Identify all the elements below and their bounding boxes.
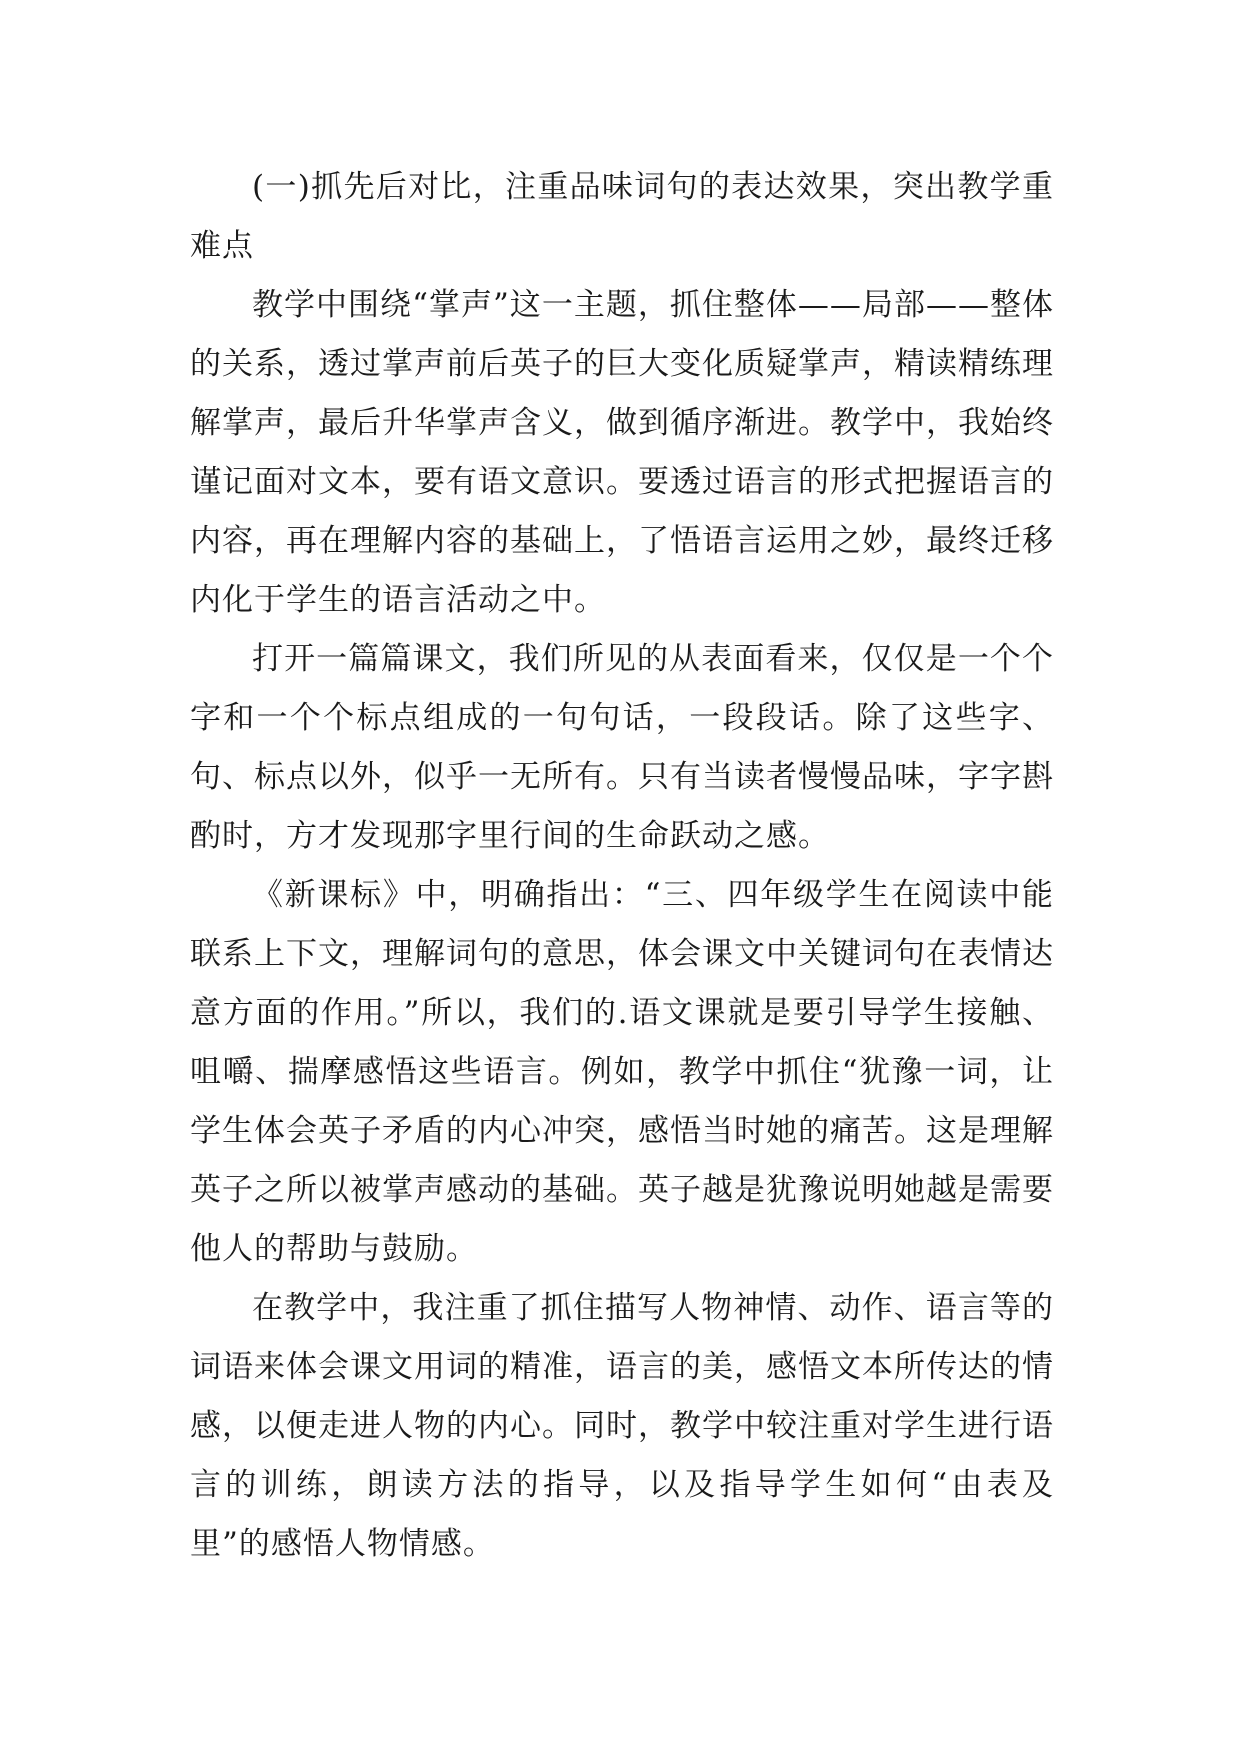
paragraph: 《新课标》中，明确指出：“三、四年级学生在阅读中能联系上下文，理解词句的意思，体会课文中关键词句在表情达意方面的作用。”所以，我们的.语文课就是要引导学生接触、咀嚼、揣摩感悟这些语言。例如，教学中抓住“犹豫一词，让学生体会英子矛盾的内心冲突，感悟当时她的痛苦。这是理解英子之所以被掌声感动的基础。英子越是犹豫说明她越是需要他人的帮助与鼓励。 [190, 877, 1054, 1267]
paragraph: 在教学中，我注重了抓住描写人物神情、动作、语言等的词语来体会课文用词的精准，语言的美，感悟文本所传达的情感，以便走进人物的内心。同时，教学中较注重对学生进行语言的训练，朗读方法的指导，以及指导学生如何“由表及里”的感悟人物情感。 [190, 1290, 1054, 1562]
paragraph: 打开一篇篇课文，我们所见的从表面看来，仅仅是一个个字和一个个标点组成的一句句话，一段段话。除了这些字、句、标点以外，似乎一无所有。只有当读者慢慢品味，字字斟酌时，方才发现那字里行间的生命跃动之感。 [190, 641, 1054, 854]
document-body [190, 158, 1054, 1574]
paragraph: 教学中围绕“掌声”这一主题，抓住整体——局部——整体的关系，透过掌声前后英子的巨大变化质疑掌声，精读精练理解掌声，最后升华掌声含义，做到循序渐进。教学中，我始终谨记面对文本，要有语文意识。要透过语言的形式把握语言的内容，再在理解内容的基础上，了悟语言运用之妙，最终迁移内化于学生的语言活动之中。 [190, 287, 1054, 618]
section-heading: (一)抓先后对比，注重品味词句的表达效果，突出教学重难点 [190, 169, 1054, 264]
